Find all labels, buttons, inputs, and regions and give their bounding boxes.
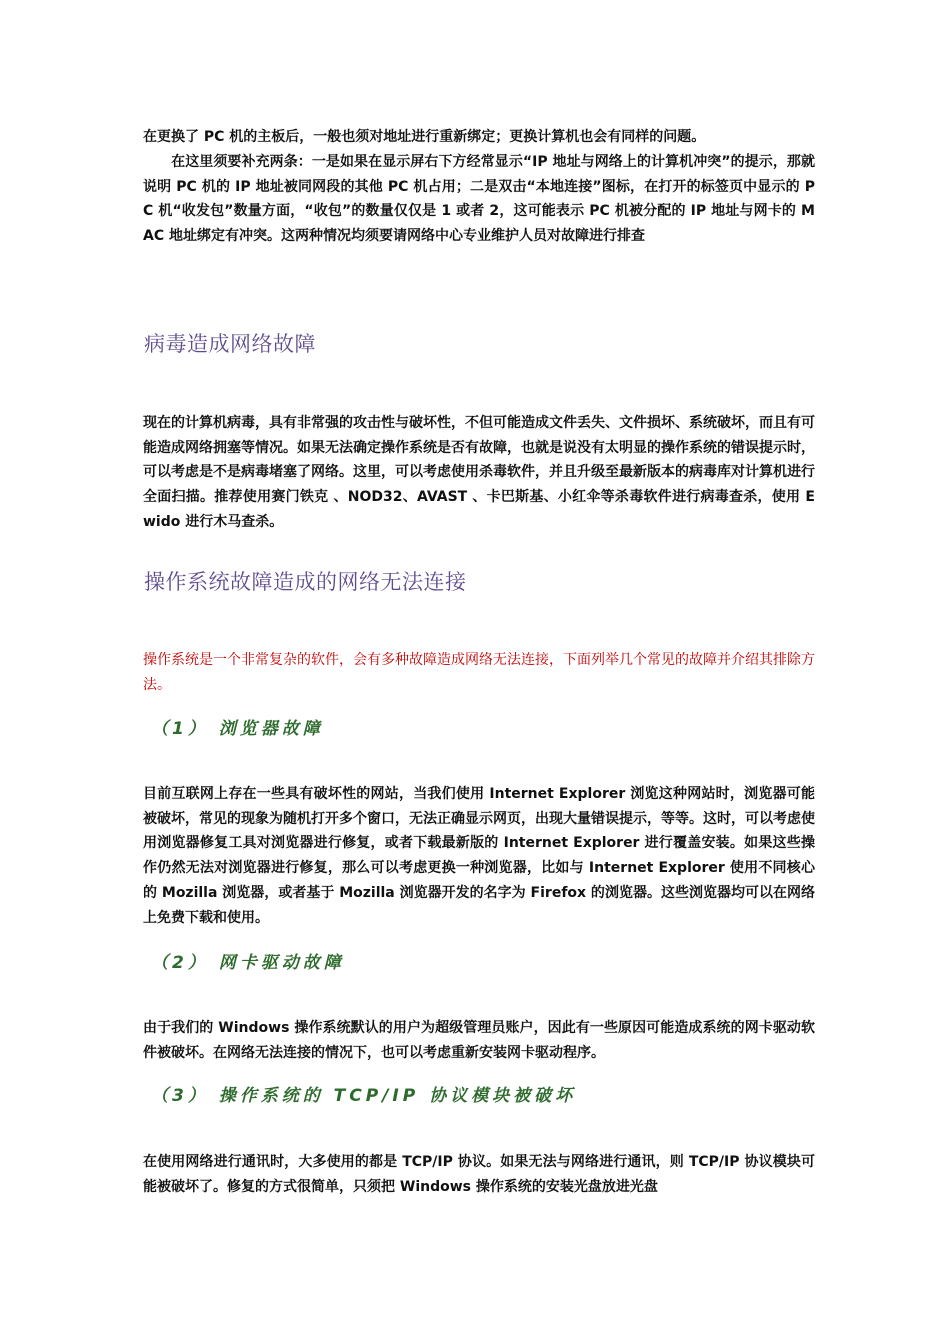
heading-nic-driver-fault: （2） 网卡驱动故障 [151,953,345,973]
heading-os-fault: 操作系统故障造成的网络无法连接 [144,570,467,594]
heading-tcpip-broken: （3） 操作系统的 TCP/IP 协议模块被破坏 [151,1086,577,1106]
heading-browser-fault: （1） 浏览器故障 [151,719,324,739]
paragraph-ip-conflict: 在这里须要补充两条：一是如果在显示屏右下方经常显示“IP 地址与网络上的计算机冲突”的提示，那就说明 PC 机的 IP 地址被同网段的其他 PC 机占用；二是双击“本地连接”图标，在打开的标签页中显示的 PC 机“收发包”数量方面，“收包”的数量仅仅是 1 或者 2，这可能表示 PC 机被分配的 IP 地址与网卡的 MAC 地址绑定有冲突。这两种情况均须要请网络中心专业维护人员对故障进行排查 [143,154,815,245]
paragraph-mainboard-rebind: 在更换了 PC 机的主板后，一般也须对地址进行重新绑定；更换计算机也会有同样的问题。 [143,129,706,145]
paragraph-browser: 目前互联网上存在一些具有破坏性的网站，当我们使用 Internet Explorer 浏览这种网站时，浏览器可能被破坏，常见的现象为随机打开多个窗口，无法正确显示网页，出现大量错误提示，等等。这时，可以考虑使用浏览器修复工具对浏览器进行修复，或者下载最新版的 Internet Explorer 进行覆盖安装。如果这些操作仍然无法对浏览器进行修复，那么可以考虑更换一种浏览器，比如与 Internet Explorer 使用不同核心的 Mozilla 浏览器，或者基于 Mozilla 浏览器开发的名字为 Firefox 的浏览器。这些浏览器均可以在网络上免费下载和使用。 [143,786,815,926]
paragraph-virus: 现在的计算机病毒，具有非常强的攻击性与破坏性，不但可能造成文件丢失、文件损坏、系统破坏，而且有可能造成网络拥塞等情况。如果无法确定操作系统是否有故障，也就是说没有太明显的操作系统的错误提示时，可以考虑是不是病毒堵塞了网络。这里，可以考虑使用杀毒软件，并且升级至最新版本的病毒库对计算机进行全面扫描。推荐使用赛门铁克 、NOD32、AVAST 、卡巴斯基、小红伞等杀毒软件进行病毒查杀，使用 Ewido 进行木马查杀。 [143,415,815,530]
paragraph-nic-driver: 由于我们的 Windows 操作系统默认的用户为超级管理员账户，因此有一些原因可能造成系统的网卡驱动软件被破坏。在网络无法连接的情况下，也可以考虑重新安装网卡驱动程序。 [143,1020,815,1061]
paragraph-os-intro: 操作系统是一个非常复杂的软件，会有多种故障造成网络无法连接，下面列举几个常见的故障并介绍其排除方法。 [143,652,815,693]
paragraph-tcpip: 在使用网络进行通讯时，大多使用的都是 TCP/IP 协议。如果无法与网络进行通讯，则 TCP/IP 协议模块可能被破坏了。修复的方式很简单，只须把 Windows 操作系统的安装光盘放进光盘 [143,1154,815,1195]
heading-virus-fault: 病毒造成网络故障 [144,332,316,356]
